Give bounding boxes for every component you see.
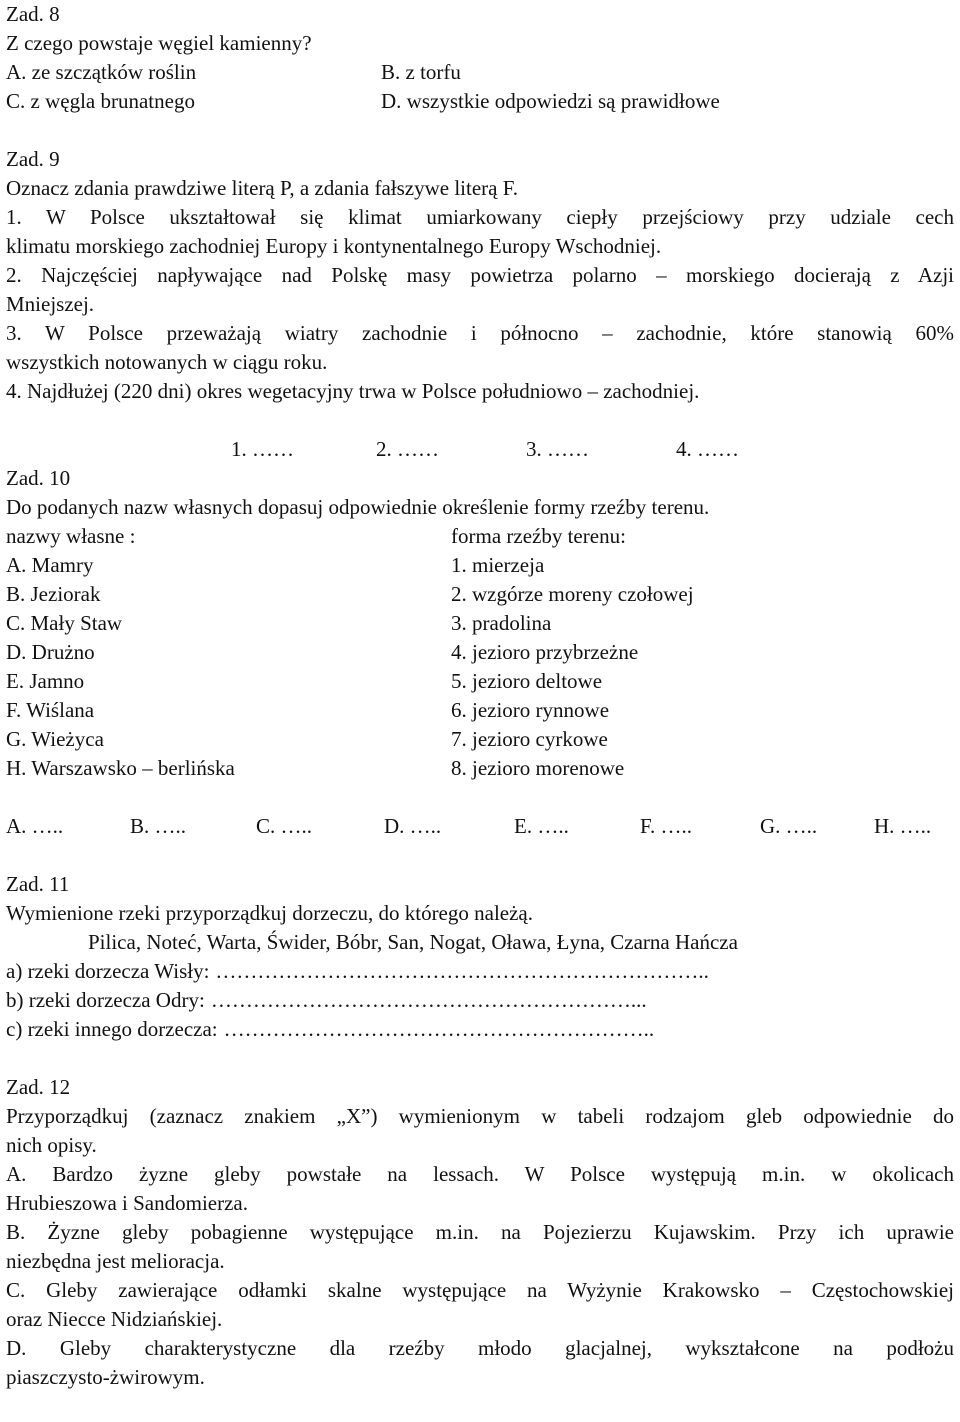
z10-answer-e[interactable]: E. ….. bbox=[514, 814, 569, 838]
z12-desc-b-cont: niezbędna jest melioracja. bbox=[6, 1249, 225, 1273]
z10-form-2: 2. wzgórze moreny czołowej bbox=[451, 582, 694, 606]
z10-answer-a[interactable]: A. ….. bbox=[6, 814, 64, 838]
z12-desc-c-cont: oraz Niecce Nidziańskiej. bbox=[6, 1307, 223, 1331]
z12-title: Zad. 12 bbox=[6, 1075, 71, 1099]
z8-options-row-2 bbox=[6, 87, 954, 116]
z10-col1-header: nazwy własne : bbox=[6, 524, 136, 548]
z11-label-c: c) rzeki innego dorzecza: bbox=[6, 1017, 218, 1041]
z10-answer-c[interactable]: C. ….. bbox=[256, 814, 313, 838]
z8-options-row-1 bbox=[6, 58, 954, 87]
z10-name-g: G. Wieżyca bbox=[6, 727, 104, 751]
z12-desc-a: A. Bardzo żyzne gleby powstałe na lessach. W Polsce występują m.in. w okolicach bbox=[6, 1162, 954, 1186]
z8-option-b: B. z torfu bbox=[381, 60, 461, 84]
worksheet-page bbox=[6, 0, 954, 1392]
z11-title: Zad. 11 bbox=[6, 872, 70, 896]
z10-instruction: Do podanych nazw własnych dopasuj odpowiednie określenie formy rzeźby terenu. bbox=[6, 495, 710, 519]
z10-form-4: 4. jezioro przybrzeżne bbox=[451, 640, 639, 664]
z12-instruction-cont: nich opisy. bbox=[6, 1133, 97, 1157]
z12-desc-b: B. Żyzne gleby pobagienne występujące m.in. na Pojezierzu Kujawskim. Przy ich uprawie bbox=[6, 1220, 954, 1244]
z9-answer-row bbox=[6, 435, 954, 464]
z8-option-a: A. ze szczątków roślin bbox=[6, 60, 197, 84]
z9-answer-4[interactable]: 4. …… bbox=[676, 437, 739, 461]
z9-statement-4: 4. Najdłużej (220 dni) okres wegetacyjny trwa w Polsce południowo – zachodniej. bbox=[6, 379, 700, 403]
z10-form-6: 6. jezioro rynnowe bbox=[451, 698, 610, 722]
z9-instruction: Oznacz zdania prawdziwe literą P, a zdania fałszywe literą F. bbox=[6, 176, 518, 200]
z10-name-h: H. Warszawsko – berlińska bbox=[6, 756, 235, 780]
z10-row bbox=[6, 580, 954, 609]
z9-statement-2-cont: Mniejszej. bbox=[6, 292, 95, 316]
z11-fill-b[interactable]: ……………………………………………………... bbox=[210, 988, 647, 1012]
z10-answer-d[interactable]: D. ….. bbox=[384, 814, 442, 838]
z10-col2-header: forma rzeźby terenu: bbox=[451, 524, 626, 548]
z11-fill-c[interactable]: …………………………………………………….. bbox=[223, 1017, 655, 1041]
z10-form-3: 3. pradolina bbox=[451, 611, 552, 635]
z9-statement-1-cont: klimatu morskiego zachodniej Europy i kontynentalnego Europy Wschodniej. bbox=[6, 234, 662, 258]
z10-answer-g[interactable]: G. ….. bbox=[760, 814, 818, 838]
z10-row bbox=[6, 725, 954, 754]
z10-name-e: E. Jamno bbox=[6, 669, 85, 693]
z9-statement-2: 2. Najczęściej napływające nad Polskę masy powietrza polarno – morskiego docierają z Azji bbox=[6, 263, 954, 287]
z10-row bbox=[6, 638, 954, 667]
z9-statement-3-cont: wszystkich notowanych w ciągu roku. bbox=[6, 350, 328, 374]
z10-form-8: 8. jezioro morenowe bbox=[451, 756, 625, 780]
z11-label-b: b) rzeki dorzecza Odry: bbox=[6, 988, 205, 1012]
z10-name-f: F. Wiślana bbox=[6, 698, 95, 722]
z10-form-5: 5. jezioro deltowe bbox=[451, 669, 603, 693]
z10-answer-h[interactable]: H. ….. bbox=[874, 814, 932, 838]
z10-row bbox=[6, 696, 954, 725]
z11-label-a: a) rzeki dorzecza Wisły: bbox=[6, 959, 210, 983]
z8-option-c: C. z węgla brunatnego bbox=[6, 89, 195, 113]
z9-statement-3: 3. W Polsce przeważają wiatry zachodnie i północno – zachodnie, które stanowią 60% bbox=[6, 321, 954, 345]
z12-desc-a-cont: Hrubieszowa i Sandomierza. bbox=[6, 1191, 249, 1215]
z10-row bbox=[6, 667, 954, 696]
z11-row-a bbox=[6, 957, 954, 986]
z10-row bbox=[6, 754, 954, 783]
z10-answer-row bbox=[6, 812, 954, 841]
z8-question: Z czego powstaje węgiel kamienny? bbox=[6, 31, 312, 55]
z11-instruction: Wymienione rzeki przyporządkuj dorzeczu, do którego należą. bbox=[6, 901, 533, 925]
z10-row bbox=[6, 609, 954, 638]
z10-answer-f[interactable]: F. ….. bbox=[640, 814, 692, 838]
z9-statement-1: 1. W Polsce ukształtował się klimat umiarkowany ciepły przejściowy przy udziale cech bbox=[6, 205, 954, 229]
z10-header-row bbox=[6, 522, 954, 551]
z10-name-c: C. Mały Staw bbox=[6, 611, 123, 635]
z10-name-b: B. Jeziorak bbox=[6, 582, 101, 606]
z12-desc-d: D. Gleby charakterystyczne dla rzeźby młodo glacjalnej, wykształcone na podłożu bbox=[6, 1336, 954, 1360]
z11-river-list: Pilica, Noteć, Warta, Świder, Bóbr, San, Nogat, Oława, Łyna, Czarna Hańcza bbox=[88, 930, 738, 954]
z9-title: Zad. 9 bbox=[6, 147, 60, 171]
z10-name-a: A. Mamry bbox=[6, 553, 94, 577]
z10-name-d: D. Drużno bbox=[6, 640, 95, 664]
z10-row bbox=[6, 551, 954, 580]
z8-option-d: D. wszystkie odpowiedzi są prawidłowe bbox=[381, 89, 720, 113]
z9-answer-1[interactable]: 1. …… bbox=[231, 437, 294, 461]
z9-answer-3[interactable]: 3. …… bbox=[526, 437, 589, 461]
z8-title: Zad. 8 bbox=[6, 2, 60, 26]
z11-row-b bbox=[6, 986, 954, 1015]
z11-row-c bbox=[6, 1015, 954, 1044]
z12-instruction: Przyporządkuj (zaznacz znakiem „X”) wymienionym w tabeli rodzajom gleb odpowiednie do bbox=[6, 1104, 954, 1128]
z12-desc-d-cont: piaszczysto-żwirowym. bbox=[6, 1365, 205, 1389]
z10-form-7: 7. jezioro cyrkowe bbox=[451, 727, 608, 751]
z11-fill-a[interactable]: …………………………………………………………….. bbox=[215, 959, 709, 983]
z9-answer-2[interactable]: 2. …… bbox=[376, 437, 439, 461]
z10-form-1: 1. mierzeja bbox=[451, 553, 545, 577]
z10-answer-b[interactable]: B. ….. bbox=[130, 814, 187, 838]
z10-title: Zad. 10 bbox=[6, 466, 71, 490]
z12-desc-c: C. Gleby zawierające odłamki skalne występujące na Wyżynie Krakowsko – Częstochowskiej bbox=[6, 1278, 954, 1302]
